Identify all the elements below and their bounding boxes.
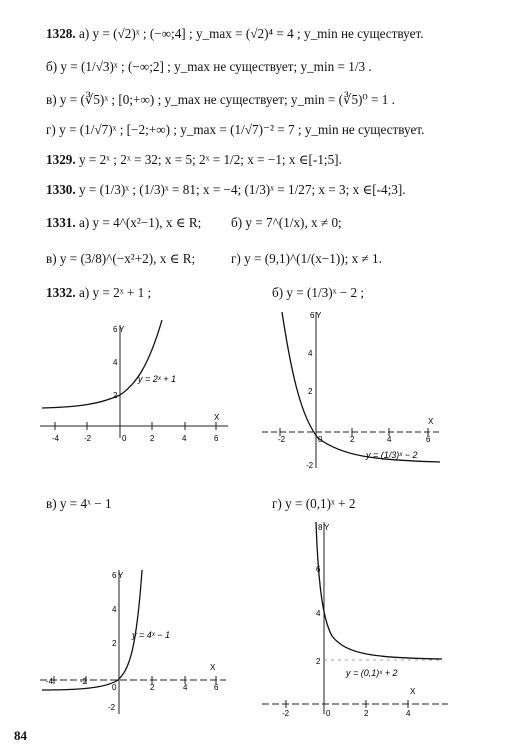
x-tick-label: 0: [122, 434, 127, 443]
problem-1331-b: б) y = 7^(1/x), x ≠ 0;: [231, 215, 342, 230]
y-tick-label: 6: [310, 311, 315, 320]
problem-1328-a: [46, 26, 424, 42]
function-curve: [42, 570, 142, 690]
x-tick-label: 6: [214, 434, 219, 443]
x-tick-label: 0: [326, 709, 331, 718]
x-tick-label: 0: [318, 435, 323, 444]
problem-text: а) y = 4^(x²−1), x ∈ R;: [78, 215, 202, 230]
y-tick-label: 4: [113, 358, 118, 367]
problem-number: 1328.: [46, 26, 76, 41]
y-axis-label: Y: [316, 311, 322, 320]
problem-1332-v: в) y = 4ˣ − 1: [46, 496, 112, 511]
problem-number: 1330.: [46, 182, 76, 197]
x-tick-label: 2: [150, 434, 155, 443]
y-axis-label: Y: [119, 325, 125, 334]
problem-1332-b: б) y = (1/3)ˣ − 2 ;: [272, 285, 365, 300]
problem-1331-v: в) y = (3/8)^(−x²+2), x ∈ R;: [46, 251, 196, 266]
problem-text: y = (1/3)ˣ ; (1/3)ˣ = 81; x = −4; (1/3)ˣ = 1/27; x = 3; x ∈[-4;3].: [78, 182, 406, 197]
x-tick-label: 2: [364, 709, 369, 718]
problem-text: y = 2ˣ ; 2ˣ = 32; x = 5; 2ˣ = 1/2; x = −1; x ∈[-1;5].: [78, 152, 342, 167]
graph-g: [262, 518, 452, 718]
x-axis-label: X: [214, 413, 220, 422]
curve-caption: y = 2ˣ + 1: [138, 374, 177, 384]
problem-number: 1332.: [46, 285, 76, 300]
curve-caption: y = (1/3)ˣ − 2: [366, 450, 418, 460]
x-tick-label: -4: [46, 677, 54, 686]
y-tick-label: -2: [108, 703, 116, 712]
function-curve: [316, 522, 442, 659]
x-tick-label: -2: [282, 709, 290, 718]
y-axis-label: Y: [324, 523, 330, 532]
y-tick-label: -2: [306, 461, 314, 468]
x-axis-label: X: [210, 663, 216, 672]
y-tick-label: 2: [308, 387, 313, 396]
problem-1331-a: [46, 215, 201, 231]
x-tick-label: 2: [350, 435, 355, 444]
x-tick-label: 2: [150, 683, 155, 692]
x-tick-label: 6: [214, 683, 219, 692]
problem-1329: [46, 152, 342, 168]
y-tick-label: 8: [318, 523, 323, 532]
x-tick-label: 4: [406, 709, 411, 718]
y-tick-label: 4: [308, 349, 313, 358]
function-curve: [282, 312, 440, 462]
problem-1328-b: б) y = (1/√3)ˣ ; (−∞;2] ; y_max не существует; y_min = 1/3 .: [46, 59, 372, 74]
problem-1331-g: г) y = (9,1)^(1/(x−1)); x ≠ 1.: [231, 251, 382, 266]
x-tick-label: -2: [278, 435, 286, 444]
x-tick-label: -4: [52, 434, 60, 443]
x-tick-label: -2: [84, 434, 92, 443]
problem-text: а) y = (√2)ˣ ; (−∞;4] ; y_max = (√2)⁴ = 4 ; y_min не существует.: [78, 26, 424, 41]
y-axis-label: Y: [118, 571, 124, 580]
x-tick-label: 4: [387, 435, 392, 444]
graph-a: [40, 320, 230, 445]
x-axis-label: X: [428, 417, 434, 426]
y-tick-label: 2: [112, 639, 117, 648]
x-tick-label: 4: [182, 434, 187, 443]
x-tick-label: 6: [426, 435, 431, 444]
y-tick-label: 2: [316, 657, 321, 666]
y-tick-label: 4: [112, 605, 117, 614]
curve-caption: y = 4ˣ − 1: [132, 630, 171, 640]
page-number: 84: [14, 728, 27, 743]
function-curve: [42, 320, 162, 408]
problem-1332-g: г) y = (0,1)ˣ + 2: [272, 496, 356, 511]
curve-caption: y = (0,1)ˣ + 2: [346, 668, 398, 678]
y-tick-label: 2: [113, 391, 118, 400]
x-axis-label: X: [410, 687, 416, 696]
problem-text: а) y = 2ˣ + 1 ;: [78, 285, 152, 300]
x-tick-label: 0: [112, 683, 117, 692]
problem-number: 1329.: [46, 152, 76, 167]
y-tick-label: 6: [113, 325, 118, 334]
x-tick-label: -2: [80, 677, 88, 686]
y-tick-label: 6: [316, 565, 321, 574]
y-tick-label: 6: [112, 571, 117, 580]
graph-b: [262, 308, 442, 468]
problem-number: 1331.: [46, 215, 76, 230]
y-tick-label: 4: [316, 609, 321, 618]
problem-1328-v: в) y = (∛5)ˣ ; [0;+∞) ; y_max не существует; y_min = (∛5)⁰ = 1 .: [46, 92, 395, 107]
problem-1328-g: г) y = (1/√7)ˣ ; [−2;+∞) ; y_max = (1/√7)⁻² = 7 ; y_min не существует.: [46, 122, 425, 137]
graph-v: [40, 566, 230, 714]
problem-1330: [46, 182, 406, 198]
x-tick-label: 4: [183, 683, 188, 692]
problem-1332-a: [46, 285, 151, 301]
